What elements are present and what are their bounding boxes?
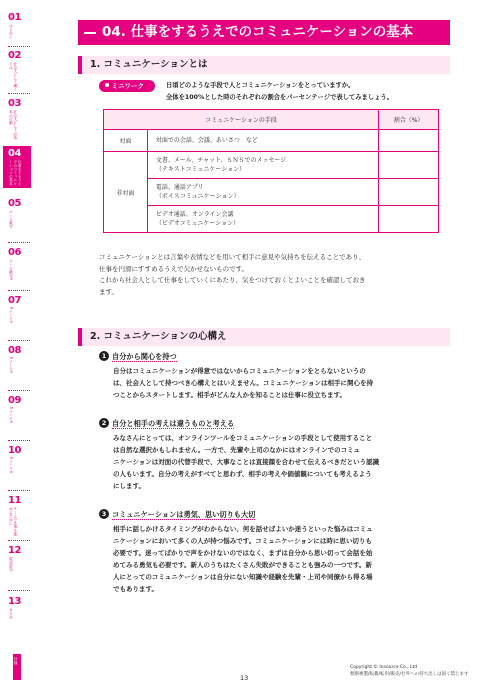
sidebar-item-num: 03	[8, 98, 21, 109]
divider	[8, 390, 30, 391]
section-heading-1: 1. コミュニケーションとは	[78, 56, 450, 74]
sidebar-item-num: 06	[8, 247, 21, 258]
sidebar-item-label: 社会人として働くとは	[9, 62, 18, 91]
point-2-body	[113, 432, 447, 492]
point-title-text: 自分から関心を持つ	[112, 352, 177, 361]
body-line: にします。	[113, 482, 145, 490]
point-number-badge: 3	[99, 509, 109, 519]
sidebar-item-label: はじめに	[9, 24, 14, 39]
ratio-input-cell[interactable]	[379, 179, 439, 206]
mini-work-instructions	[166, 80, 393, 104]
page-title: 04. 仕事をするうえでのコミュニケーションの基本	[78, 20, 450, 45]
section1-body	[99, 252, 445, 298]
point-3-body	[113, 523, 447, 595]
sidebar-item-label: Eメール②	[9, 357, 14, 375]
sidebar-item-13[interactable]	[8, 596, 30, 638]
section-heading-2: 2. コミュニケーションの心構え	[78, 328, 450, 346]
body-line: ます。	[99, 287, 118, 296]
body-line: これから社会人として仕事をしていくにあたり、気をつけておくとよいことを確認しておき	[99, 276, 366, 284]
sidebar-item-02[interactable]	[8, 50, 30, 92]
sidebar-item-num: 10	[8, 445, 21, 456]
table-row	[104, 206, 439, 233]
sidebar-item-08[interactable]	[8, 345, 30, 387]
divider	[8, 93, 30, 94]
ratio-input-cell[interactable]	[379, 206, 439, 233]
row-label-face: 対面	[104, 130, 148, 152]
sidebar-item-num: 05	[8, 198, 21, 209]
method-line: （ボイスコミュニケーション）	[155, 193, 240, 200]
divider	[8, 440, 30, 441]
ratio-input-cell[interactable]	[379, 152, 439, 179]
sidebar-item-num: 01	[8, 12, 21, 23]
body-line: は、社会人として持つべき心構えとはいえません。コミュニケーションは相手に関心を持	[113, 379, 373, 387]
body-line: ニケーションにおいて多くの人が持つ悩みです。コミュニケーションには時に思い切りも	[113, 537, 372, 545]
mini-work-line: 全体を100%とした時のそれぞれの割合をパーセンテージで表してみましょう。	[166, 94, 393, 101]
method-line: 電話、通話アプリ	[155, 184, 204, 191]
divider	[8, 590, 30, 591]
sidebar-item-label: ルール厳守	[9, 210, 14, 228]
sidebar-appendix-label: 付録	[14, 657, 18, 665]
sidebar-item-01[interactable]	[8, 12, 30, 54]
point-title-text: コミュニケーションは勇気、思い切りも大切	[112, 510, 256, 519]
sidebar-appendix-tab[interactable]	[13, 654, 21, 680]
mini-work-line: 日頃どのような手段で人とコミュニケーションをとっていますか。	[166, 82, 355, 89]
sidebar-item-label: Eメール④	[9, 457, 14, 475]
sidebar-item-label: Eメール③	[9, 407, 14, 425]
method-cell: 対面での会話、会議、あいさつ など	[147, 130, 378, 152]
chapter-sidebar	[0, 0, 34, 686]
method-cell	[147, 206, 378, 233]
sidebar-item-label: まとめ	[9, 608, 14, 619]
sidebar-item-12[interactable]	[8, 545, 30, 587]
mini-work-label: ミニワーク	[111, 82, 144, 90]
copyright-text: Copyright © Insource Co., Ltd	[350, 665, 418, 670]
sidebar-item-label: チームで仕事を進めるために	[9, 507, 18, 536]
divider	[8, 490, 30, 491]
body-line: つことからスタートします。相手がどんな人かを知ることは仕事に役立ちます。	[113, 391, 346, 399]
divider	[8, 46, 30, 47]
point-title-text: 自分と相手の考えは違うものと考える	[112, 419, 235, 428]
point-2-title	[99, 418, 234, 429]
body-line: 自分はコミュニケーションが得意ではないからコミュニケーションをとらないというの	[113, 367, 366, 375]
sidebar-item-label: 社会人としての基本の行動	[9, 110, 18, 139]
row-label-nonface: 非対面	[104, 152, 148, 233]
copyright-notice	[350, 664, 469, 678]
table-header-row	[104, 110, 439, 130]
body-line: めてみる勇気も必要です。新人のうちはたくさん失敗ができることも強みの一つです。新	[113, 561, 372, 569]
method-line: （ビデオコミュニケーション）	[155, 220, 240, 227]
method-cell	[147, 152, 378, 179]
body-line: 必要です。迷ってばかりで声をかけないのではなく、まずは自分から思い切って会話を始	[113, 549, 373, 557]
body-line: コミュニケーションとは言葉や表情などを用いて相手に意見や気持ちを伝えることであり、	[99, 253, 366, 261]
body-line: ニケーションは対面の代替手段で、大事なことは直接顔を合わせて伝えるべきだという認識	[113, 458, 380, 466]
point-number-badge: 1	[99, 351, 109, 361]
sidebar-item-num: 04	[8, 148, 21, 159]
table-header-method: コミュニケーションの手段	[104, 110, 379, 130]
sidebar-item-06[interactable]	[8, 247, 30, 289]
sidebar-item-num: 07	[8, 295, 21, 306]
body-line: 人にとってのコミュニケーションは自分にない知識や経験を先輩・上司や同僚から得る場	[113, 573, 373, 581]
sidebar-item-11[interactable]	[8, 495, 30, 537]
sidebar-item-07[interactable]	[8, 295, 30, 337]
sidebar-item-num: 08	[8, 345, 21, 356]
table-row	[104, 179, 439, 206]
body-line: 相手に話しかけるタイミングがわからない、何を話せばよいか迷うといった悩みはコミュ	[113, 525, 373, 533]
divider	[8, 540, 30, 541]
body-line: 仕事を円滑にすすめるうえで欠かせないものです。	[99, 264, 249, 273]
sidebar-item-label: 電話応対	[9, 557, 14, 572]
body-line: は自然な選択かもしれません。一方で、先輩や上司のなかにはオンラインでのコミュ	[113, 446, 360, 454]
sidebar-item-04-active[interactable]	[3, 146, 31, 188]
method-line: ビデオ通話、オンライン会議	[155, 211, 234, 218]
sidebar-item-num: 02	[8, 50, 21, 61]
sidebar-item-03[interactable]	[8, 98, 30, 140]
point-3-title	[99, 509, 255, 520]
point-1-body	[113, 365, 447, 401]
point-number-badge: 2	[99, 418, 109, 428]
communication-ratio-table	[103, 109, 439, 233]
method-cell	[147, 179, 378, 206]
sidebar-item-num: 11	[8, 495, 21, 506]
reproduction-notice: 無断複製/転載/転用/販売/社外への持ち出しは固く禁じます	[350, 672, 469, 677]
table-row	[104, 130, 439, 152]
ratio-input-cell[interactable]	[379, 130, 439, 152]
sidebar-item-num: 12	[8, 545, 21, 556]
sidebar-item-label: 仕事をするうえでのコミュニケーションの基本	[9, 160, 23, 186]
table-header-ratio: 割合（%）	[379, 110, 439, 130]
sidebar-item-num: 09	[8, 395, 21, 406]
mini-work-tag	[99, 80, 155, 92]
sidebar-item-label: Eメール①	[9, 307, 14, 325]
method-line: 文書、メール、チャット、ＳＮＳでのメッセージ	[155, 157, 287, 164]
sidebar-item-num: 13	[8, 596, 21, 607]
sidebar-item-label: ルール厳守②	[9, 259, 14, 281]
sidebar-item-05[interactable]	[8, 198, 30, 240]
body-line: みなさんにとっては、オンラインツールをコミュニケーションの手段として使用すること	[113, 434, 373, 442]
body-line: の人もいます。自分の考えがすべてと思わず、相手の考えや価値観についても考えるよう	[113, 470, 372, 478]
divider	[8, 290, 30, 291]
page-number: 13	[240, 674, 249, 682]
body-line: でもあります。	[113, 585, 158, 593]
divider	[8, 340, 30, 341]
table-row	[104, 152, 439, 179]
sidebar-item-09[interactable]	[8, 395, 30, 437]
method-line: （テキストコミュニケーション）	[155, 166, 246, 173]
point-1-title	[99, 351, 177, 362]
sidebar-item-10[interactable]	[8, 445, 30, 487]
divider	[8, 242, 30, 243]
